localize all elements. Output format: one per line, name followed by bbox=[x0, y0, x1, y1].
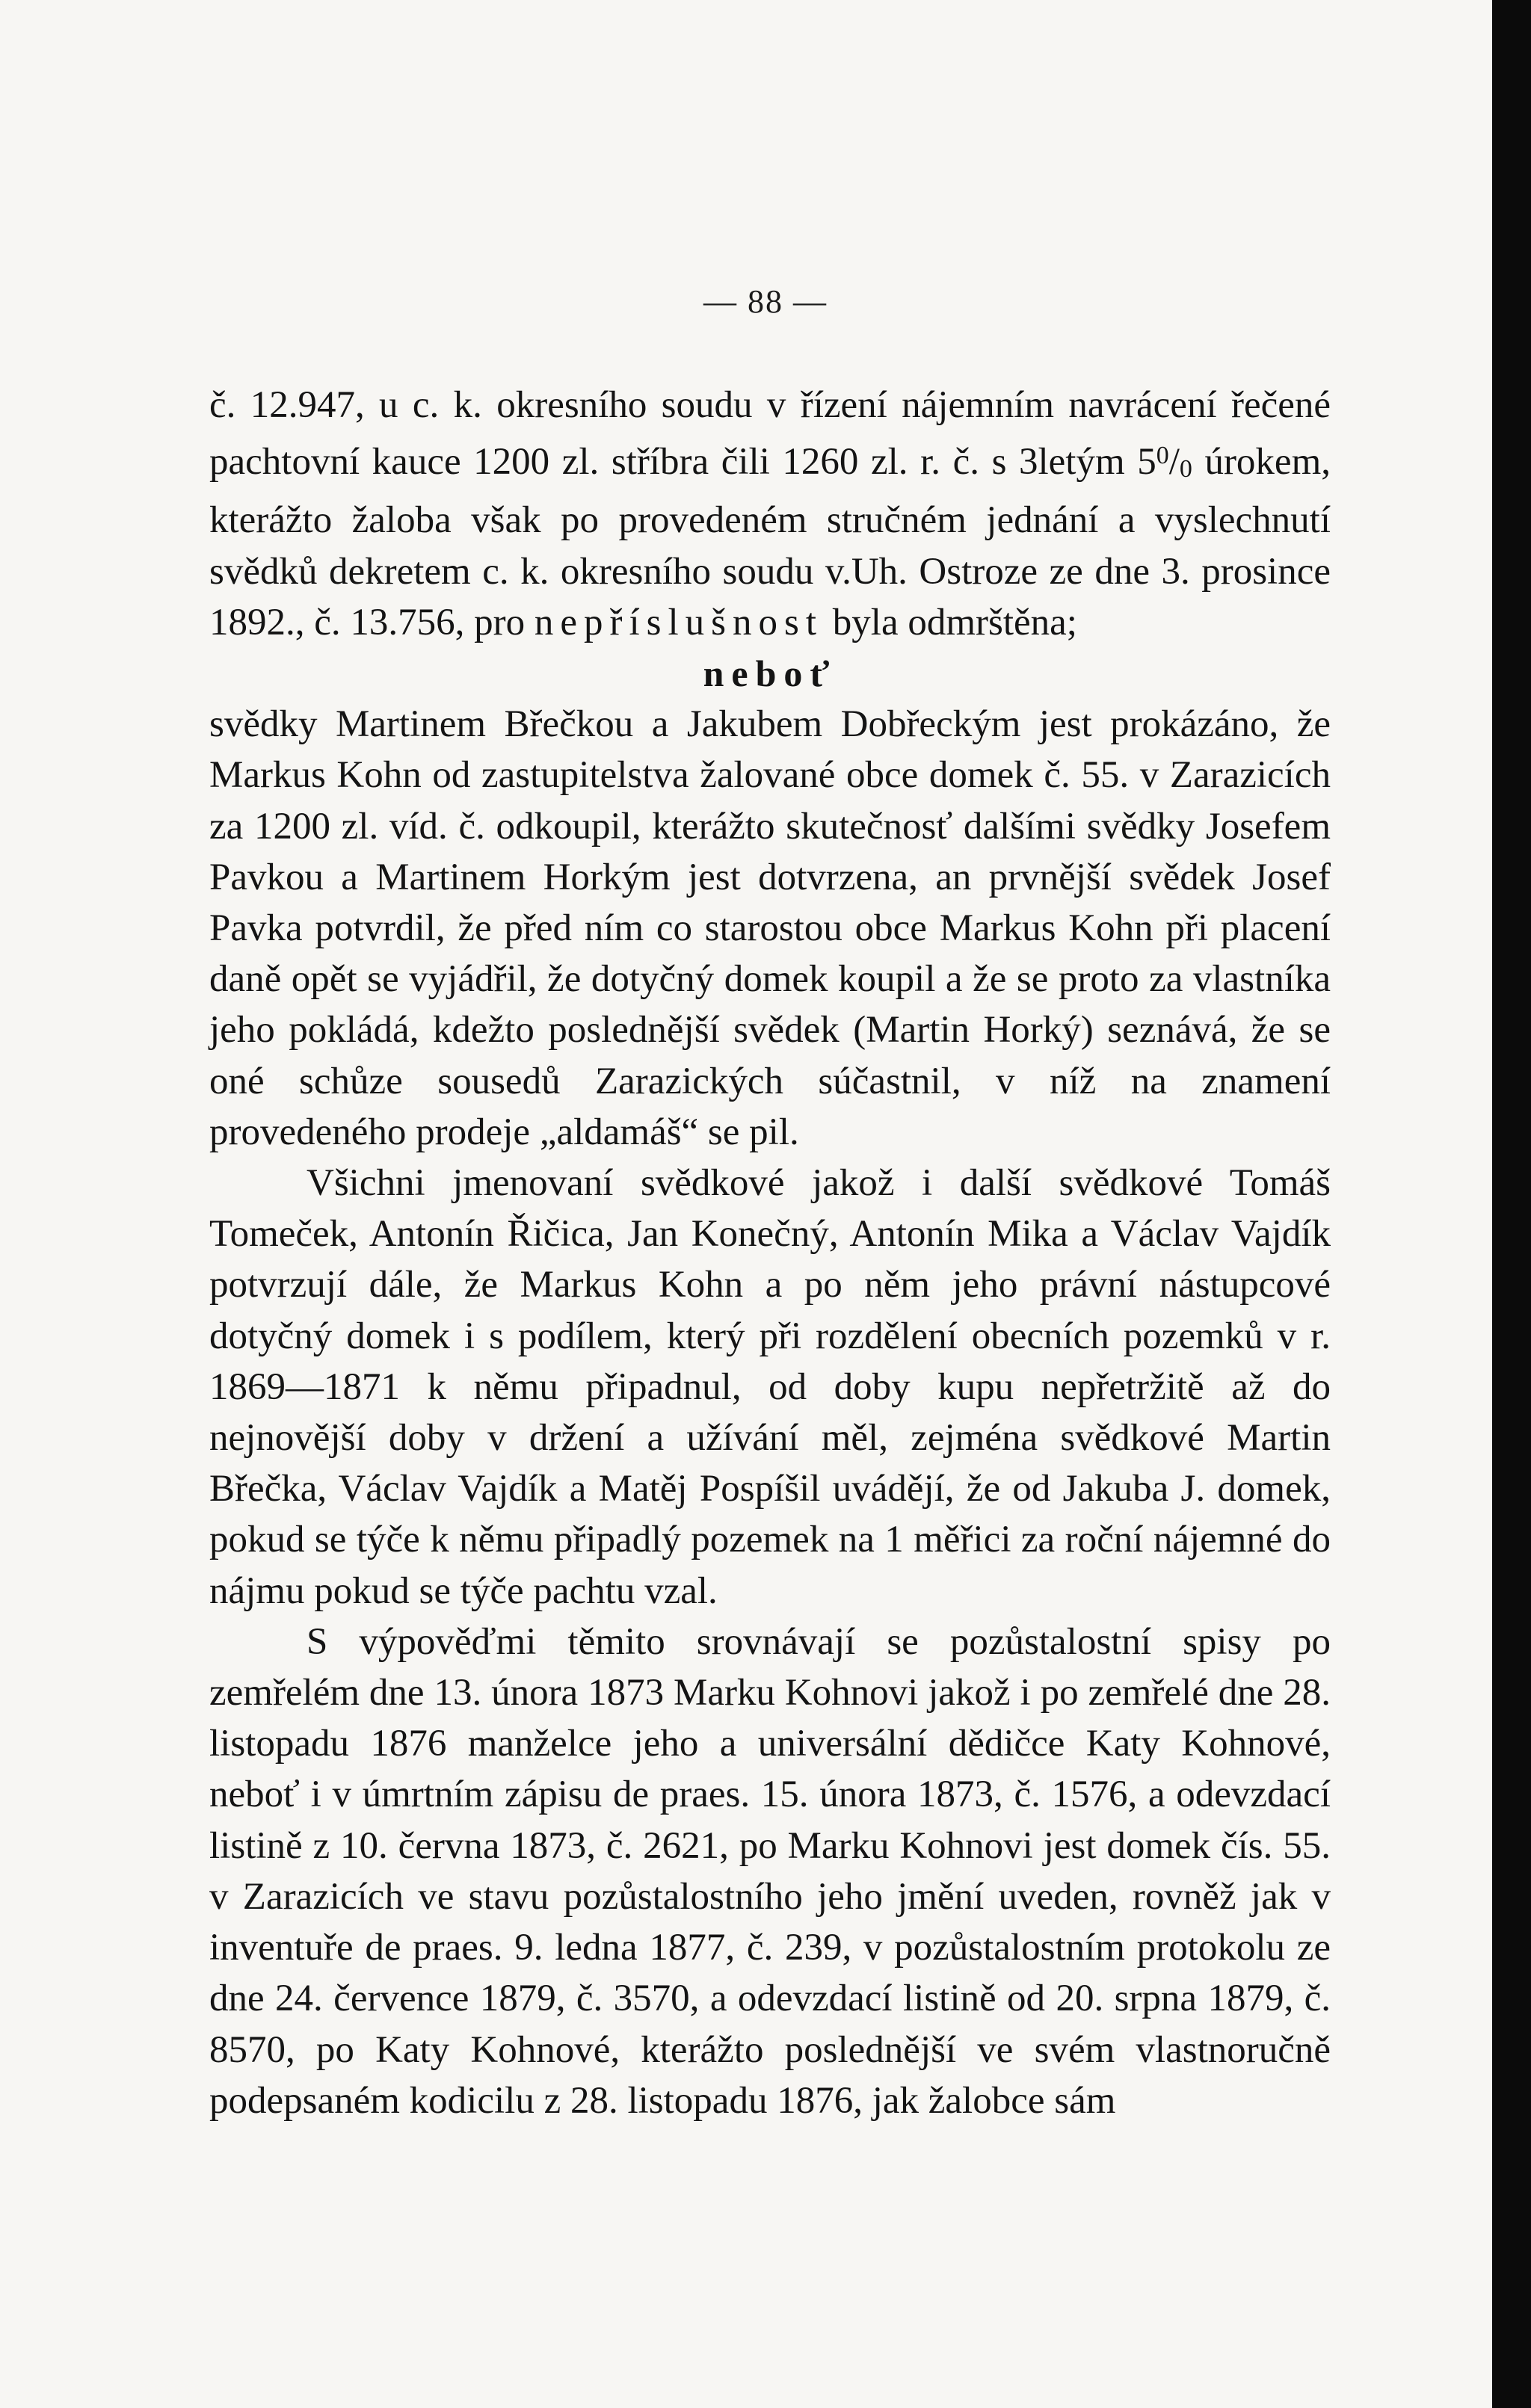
page-body bbox=[209, 380, 1331, 2126]
page-number: — 88 — bbox=[703, 283, 828, 320]
intro-text-2: úrokem, kterážto žaloba však po provedeném stručném jednání a vyslechnutí svědků dekretem c. k. okresního soudu v.Uh. Ostroze ze dne 3. prosince 1892., č. 13.756, pro bbox=[209, 441, 1331, 643]
intro-paragraph bbox=[209, 380, 1331, 648]
emphasis-word: nepříslušnost bbox=[534, 601, 824, 643]
paragraph-1: svědky Martinem Břečkou a Jakubem Dobřeckým jest prokázáno, že Markus Kohn od zastupitelstva žalované obce domek č. 55. v Zarazicích za 1200 zl. víd. č. odkoupil, kterážto skutečnosť dalšími svědky Josefem Pavkou a Martinem Horkým jest dotvrzena, an prvnější svědek Josef Pavka potvrdil, že před ním co starostou obce Markus Kohn při placení daně opět se vyjádřil, že dotyčný domek koupil a že se proto za vlastníka jeho pokládá, kdežto poslednější svědek (Martin Horký) seznává, že se oné schůze sousedů Zarazických súčastnil, v níž na znamení provedeného prodeje „aldamáš“ se pil. bbox=[209, 703, 1331, 1153]
paragraph-2: Všichni jmenovaní svědkové jakož i další svědkové Tomáš Tomeček, Antonín Řičica, Jan Konečný, Antonín Mika a Václav Vajdík potvrzují dále, že Markus Kohn a po něm jeho právní nástupcové dotyčný domek i s podílem, který při rozdělení obecních pozemků v r. 1869—1871 k němu připadnul, od doby kupu nepřetržitě až do nejnovější doby v držení a užívání měl, zejména svědkové Martin Břečka, Václav Vajdík a Matěj Pospíšil uvádějí, že od Jakuba J. domek, pokud se týče k němu připadlý pozemek na 1 měřici za roční nájemné do nájmu pokud se týče pachtu vzal. bbox=[209, 1162, 1331, 1612]
paragraph-3: S výpověďmi těmito srovnávají se pozůstalostní spisy po zemřelém dne 13. února 1873 Marku Kohnovi jakož i po zemřelé dne 28. listopadu 1876 manželce jeho a universální dědičce Katy Kohnové, neboť i v úmrtním zápisu de praes. 15. února 1873, č. 1576, a odevzdací listině z 10. června 1873, č. 2621, po Marku Kohnovi jest domek čís. 55. v Zarazicích ve stavu pozůstalostního jeho jmění uveden, rovněž jak v inventuře de praes. 9. ledna 1877, č. 239, v pozůstalostním protokolu ze dne 24. července 1879, č. 3570, a odevzdací listině od 20. srpna 1879, č. 8570, po Katy Kohnové, kterážto poslednější ve svém vlastnoručně podepsaném kodicilu z 28. listopadu 1876, jak žalobce sám bbox=[209, 1620, 1331, 2122]
percent-bottom: 0 bbox=[1179, 455, 1192, 484]
percent-slash: / bbox=[1168, 441, 1180, 484]
section-heading: neboť bbox=[703, 652, 837, 695]
percent-top: 0 bbox=[1156, 442, 1169, 470]
intro-text-1: č. 12.947, u c. k. okresního soudu v řízení nájemním navrácení řečené pachtovní kauce 1200 zl. stříbra čili 1260 zl. r. č. s 3letým 5 bbox=[209, 384, 1331, 484]
intro-text-3: byla odmrštěna; bbox=[823, 601, 1077, 643]
